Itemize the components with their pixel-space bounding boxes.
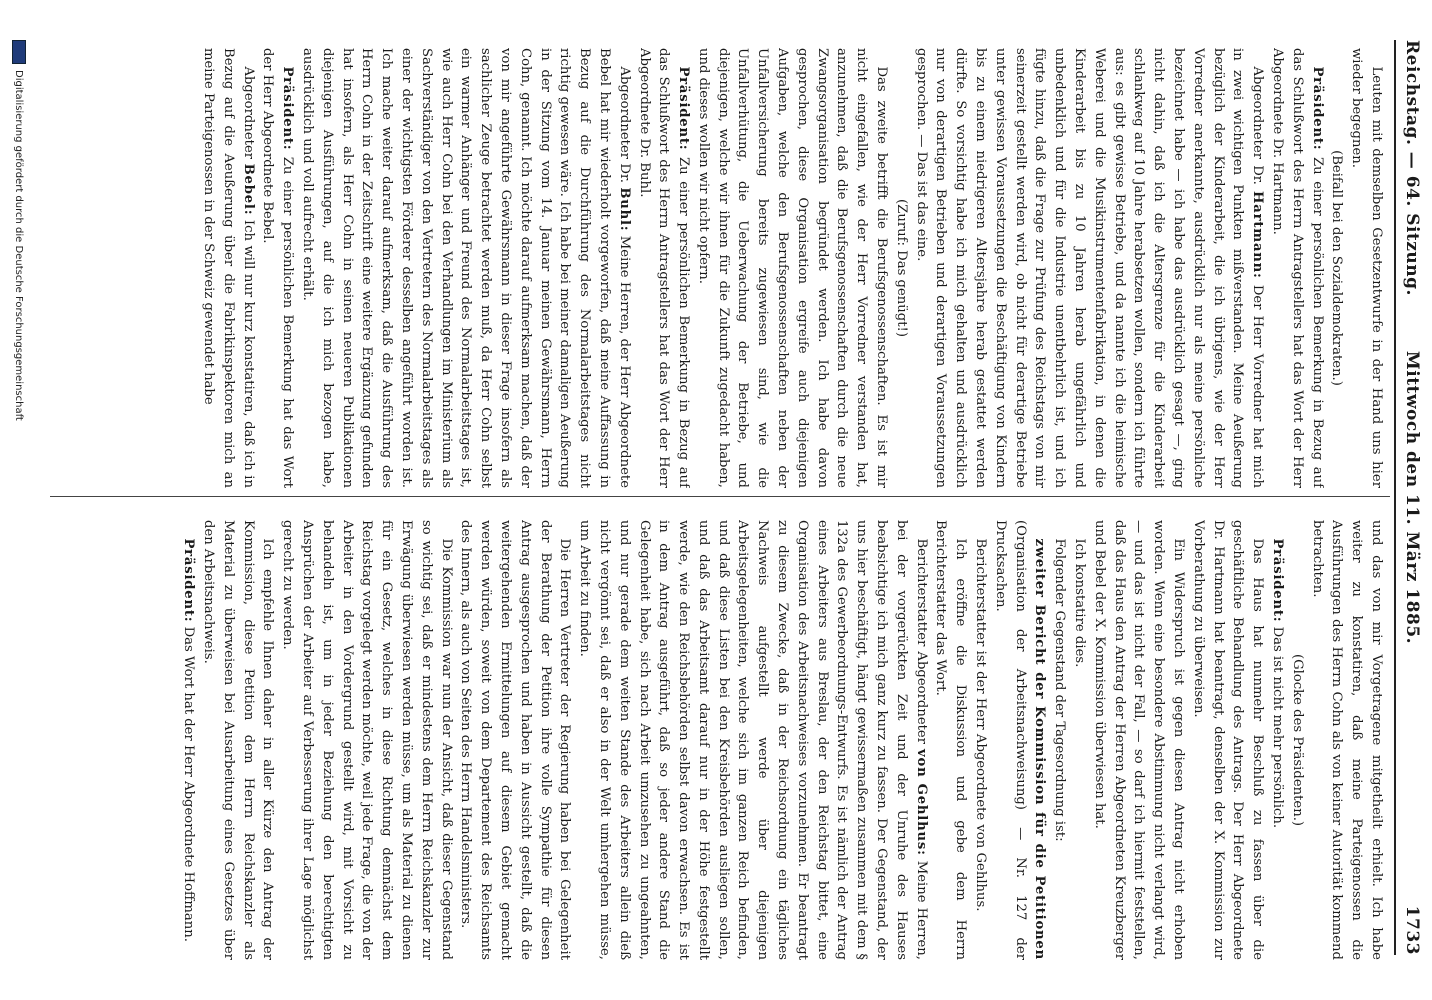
- header-date: Mittwoch den 11. März 1885.: [1402, 350, 1422, 645]
- speech-text: Zu einer persönlichen Bemerkung hat das Wort der Herr Abgeordnete Bebel.: [260, 48, 296, 488]
- footer-text: Digitalisierung gefördert durch die Deutsche Forschungsgemeinschaft: [13, 70, 25, 421]
- speaker-prefix: Berichterstatter Abgeordneter: [913, 538, 929, 750]
- speech-text: (Organisation der Arbeitsnachweisung) — Nr. 127 der Drucksachen.: [992, 520, 1028, 960]
- speech-paragraph: [1267, 520, 1287, 960]
- speaker-name: Präsident:: [1270, 538, 1286, 623]
- paragraph: Die Kommission war nun der Ansicht, daß dieser Gegenstand so wichtig sei, daß er mindestens dem Herrn Reichskanzler zur Erwägung überwiesen werden müsse, um als Material zu dienen für ein Gesetz, welches in diese Richtung demnächst dem Reichstag vorgelegt werden möchte, weil jede Frage, die von der Arbeiter in den Vordergrund gestellt wird, mit Vorsicht zu behandeln ist, um in jeder Beziehung den berechtigten Ansprüchen der Arbeiter auf Verbesserung ihrer Lage möglichst gerecht zu werden.: [280, 520, 454, 960]
- speaker-name: Präsident:: [181, 538, 197, 623]
- speech-text: Ich will nur kurz konstatiren, daß ich in Bezug auf die Aeußerung über die Fabrikinspektoren mich an meine Parteigenossen in der Schweiz gewendet habe: [200, 48, 256, 488]
- page-header: [1394, 40, 1426, 955]
- speech-paragraph: [1267, 48, 1326, 488]
- paragraph: Berichterstatter ist der Herr Abgeordnete von Gehlhus.: [973, 538, 989, 912]
- stage-direction: (Zuruf: Das genügt!): [893, 199, 909, 337]
- stage-direction: (Glocke des Präsidenten.): [1289, 653, 1305, 827]
- speaker-name: Bebel:: [240, 163, 256, 216]
- speech-paragraph: [911, 48, 1267, 488]
- speech-paragraph: [178, 520, 198, 960]
- speaker-name: von Gehlhus:: [913, 749, 929, 856]
- speech-text: Zu einer persönlichen Bemerkung in Bezug auf das Schlußwort des Herrn Antragstellers hat das Wort der Herr Abgeordnete Dr. Hartmann.: [1270, 48, 1325, 488]
- speech-text: Das Wort hat der Herr Abgeordnete Hoffmann.: [181, 622, 197, 942]
- paragraph: Folgender Gegenstand der Tagesordnung ist:: [1052, 538, 1068, 842]
- paragraph: Leuten mit demselben Gesetzentwurfe in der Hand uns hier wieder begegnen.: [1349, 48, 1384, 488]
- header-session: Reichstag. — 64. Sitzung.: [1402, 40, 1422, 296]
- speech-text: Meine Herren, bei der vorgerückten Zeit und der Unruhe des Hauses beabsichtige ich mich ganz kurz zu fassen. Der Gegenstand, der uns hier beschäftigt, hängt gewissermaßen zusammen mit dem § 132a des Gewerbeordnungs-Entwurfs. Es ist nämlich der Antrag eines Arbeiters aus Breslau, der den Reichstag bittet, eine Organisation des Arbeitsnachweises vorzunehmen. Er beantragt zu diesem Zwecke, daß in der Reichsordnung ein tägliches Nachweis aufgestellt werde über diejenigen Arbeitsgelegenheiten, welche sich im ganzen Reich befinden, und daß diese Listen bei den Kreisbehörden ausliegen sollen, und daß das Arbeitsamt darauf nur in der Höhe festgestellt werde, wie den Reichsbehörden selbst davon erwachsen. Es ist in dem Antrag ausgeführt, daß so jeder andere Stand die Gelegenheit habe, sich nach Arbeit umzusehen zu ungeahnten, und nur gerade dem weiten Stande des Arbeiters allein dieß nicht vergönnt sei, daß er also in der Welt umhergehen müsse, um Arbeit zu finden.: [577, 520, 929, 960]
- speaker-name: zweiter Bericht der Kommission für die Petitionen: [1032, 538, 1048, 960]
- left-text-column: [56, 48, 1386, 488]
- speech-paragraph: [990, 520, 1049, 960]
- paragraph: Ich empfehle Ihnen daher in aller Kürze den Antrag der Kommission, diese Petition dem Herrn Reichskanzler als Material zu überweisen bei Ausarbeitung eines Gesetzes über den Arbeitsnachweis.: [200, 520, 276, 960]
- paragraph: Ein Widerspruch ist gegen diesen Antrag nicht erhoben worden. Wenn eine besondere Abstimmung nicht verlangt wird, — und das ist nicht der Fall, — so darf ich hiermit feststellen, daß das Haus den Antrag der Herren Abgeordneten Kreuzberger und Bebel der X. Kommission überwiesen hat.: [1091, 520, 1187, 960]
- speech-text: Meine Herren, der Herr Abgeordnete Bebel hat mir wiederholt vorgeworfen, daß meine Auffassung in Bezug auf die Durchführung des Normalarbeitstages nicht richtig gewesen wäre. Ich habe bei meiner damaligen Aeußerung in der Sitzung vom 14. Januar meinen Gewährsmann, Herrn Cohn, genannt. Ich möchte darauf aufmerksam machen, daß der von mir angeführte Gewährsmann in dieser Frage insofern als sachlicher Zeuge betrachtet werden muß, da Herr Cohn selbst ein warmer Anhänger und Freund des Normalarbeitstages ist, wie auch Herr Cohn bei den Verhandlungen im Ministerium als Sachverständiger von den Vertretern des Normalarbeitstages als einer der wichtigsten Förderer desselben angeführt worden ist. Ich mache weiter darauf aufmerksam, daß die Ausführung des Herrn Cohn in der Zeitschrift eine weitere Ergänzung gefunden hat insofern, als Herr Cohn in seinen neueren Publikationen diejenigen Ausführungen, auf die ich mich bezogen habe, ausdrücklich und voll aufrecht erhält.: [299, 48, 632, 488]
- speaker-prefix: Abgeordneter Dr.: [616, 66, 632, 188]
- speech-paragraph: [574, 520, 930, 960]
- stage-direction: (Beifall bei den Sozialdemokraten.): [1329, 150, 1345, 386]
- speech-paragraph: [258, 48, 298, 488]
- speaker-name: Präsident:: [676, 66, 692, 151]
- speech-text: Das ist nicht mehr persönlich.: [1270, 622, 1286, 829]
- right-text-column: [56, 520, 1386, 960]
- speech-paragraph: [198, 48, 257, 488]
- speech-paragraph: [634, 48, 693, 488]
- speech-paragraph: [297, 48, 634, 488]
- speaker-name: Hartmann:: [1250, 190, 1266, 279]
- dfg-logo-icon: [12, 40, 26, 64]
- speech-text: Der Herr Vorredner hat mich in zwei wichtigen Punkten mißverstanden. Meine Aeußerung bezüglich der Kinderarbeit, die ich übrigens, wie der Herr Vorredner anerkannte, ausdrücklich nur als meine persönliche bezeichnet habe — ich habe das ausdrücklich gesagt —, ging nicht dahin, daß ich die Altersgrenze für die Kinderarbeit schlankweg auf 10 Jahre herabsetzen wollen, sondern ich führte aus: es gibt gewisse Betriebe, und da nannte ich die heimische Weberei und die Musikinstrumentenfabrikation, in denen die Kinderarbeit bis zu 10 Jahren herab ungefährlich und unbedenklich und für die Industrie unentbehrlich ist, und ich fügte hinzu, daß die Frage zur Prüfung des Reichstags von mir seinerzeit gestellt werden wird, ob nicht für derartige Betriebe unter gewissen Voraussetzungen die Beschäftigung von Kindern bis zu einem niedrigeren Altersjahre herab gestattet werden dürfte. So vorsichtig habe ich mich gehalten und ausdrücklich nur von derartigen Betrieben und derartigen Voraussetzungen gesprochen. — Das ist das eine.: [913, 48, 1266, 488]
- speaker-name: Präsident:: [280, 66, 296, 151]
- speaker-name: Präsident:: [1309, 66, 1325, 151]
- paragraph: Die Herren Vertreter der Regierung haben bei Gelegenheit der Berathung der Petition ihre volle Sympathie für diesen Antrag ausgesprochen und haben in Aussicht gestellt, daß die weitergehenden Ermittelungen auf diesem Gebiet gemacht werden würden, soweit von dem Departement des Reichsamts des Innern, als auch von Seiten des Herrn Handelsministers.: [458, 520, 573, 960]
- footer-credit: [10, 40, 28, 955]
- column-divider: [50, 496, 1390, 497]
- paragraph: Ich eröffne die Diskussion und gebe dem Herrn Berichterstatter das Wort.: [933, 520, 969, 960]
- page-number: 1733: [1402, 905, 1422, 955]
- speaker-prefix: Abgeordneter: [240, 66, 256, 164]
- paragraph: Ich konstatire dies.: [1072, 538, 1088, 668]
- speaker-prefix: Abgeordneter Dr.: [1250, 66, 1266, 191]
- paragraph: und das von mir Vorgetragene mitgetheilt erhielt. Ich habe weiter zu konstatiren, daß meine Parteigenossen die Ausführungen des Herrn Cohn als von keiner Autorität kommend betrachten.: [1309, 520, 1384, 960]
- speaker-name: Buhl:: [616, 187, 632, 232]
- paragraph: Das zweite betrifft die Berufsgenossenschaften. Es ist mir nicht eingefallen, wie der Herr Vorredner verstanden hat, anzunehmen, daß die Berufsgenossenschaften durch die neue Zwangsorganisation begründet werden. Ich habe davon gesprochen, diese Organisation ergreife auch diejenigen Aufgaben, welche den Berufsgenossenschaften neben der Unfallversicherung bereits zugewiesen sind, wie die Unfallverhütung, die Ueberwachung der Betriebe, und diejenigen, welche wir ihnen für die Zukunft zugedacht haben, und dieses wollen wir nicht opfern.: [695, 48, 890, 488]
- paragraph: Das Haus hat nunmehr Beschluß zu fassen über die geschäftliche Behandlung des Antrags. Der Herr Abgeordnete Dr. Hartmann hat beantragt, denselben der X. Kommission zur Vorberathung zu überweisen.: [1190, 520, 1266, 960]
- speech-text: Zu einer persönlichen Bemerkung in Bezug auf das Schlußwort des Herrn Antragstellers hat das Wort der Herr Abgeordnete Dr. Buhl.: [636, 48, 692, 488]
